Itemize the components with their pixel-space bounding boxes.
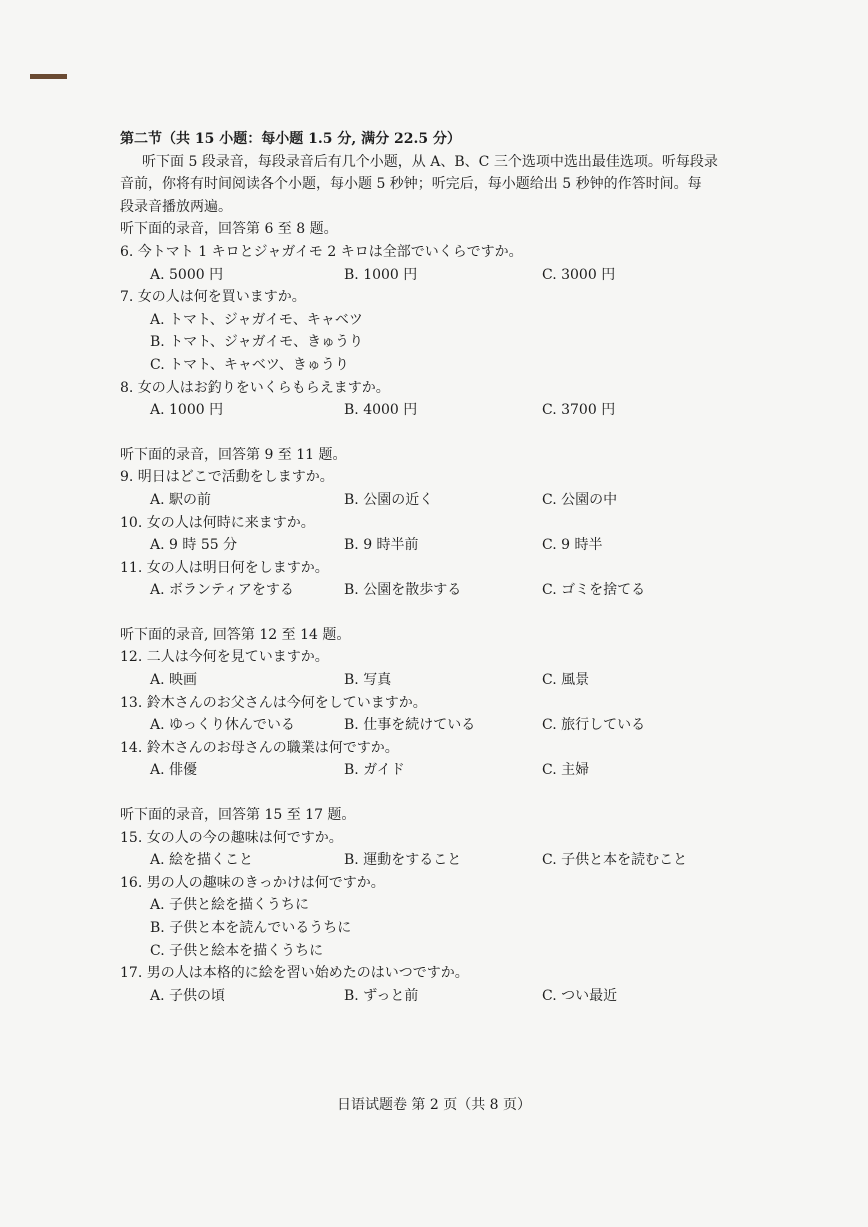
- listening-section: [120, 128, 760, 1007]
- question-6: 6. 今トマト 1 キロとジャガイモ 2 キロは全部でいくらですか。: [120, 243, 523, 260]
- option-b: B. トマト、ジャガイモ、きゅうり: [150, 334, 364, 351]
- scan-corner-mark: [30, 74, 67, 79]
- option-a: A. 9 時 55 分: [150, 537, 238, 554]
- option-b: B. 写真: [344, 672, 392, 689]
- option-c: C. つい最近: [542, 987, 618, 1004]
- instruction-line-2: 音前，你将有时间阅读各个小题，每小题 5 秒钟；听完后，每小题给出 5 秒钟的作答时间。每: [120, 176, 702, 193]
- question-12-options: [120, 669, 760, 692]
- option-a: A. トマト、ジャガイモ、キャベツ: [150, 311, 363, 328]
- option-b: B. 公園を散歩する: [344, 582, 462, 599]
- question-14: 14. 鈴木さんのお母さんの職業は何ですか。: [120, 739, 399, 756]
- option-b: B. ガイド: [344, 762, 405, 779]
- question-8-options: [120, 399, 760, 422]
- option-c: C. 旅行している: [542, 717, 646, 734]
- question-15-options: [120, 849, 760, 872]
- question-9-options: [120, 489, 760, 512]
- option-c: C. 子供と本を読むこと: [542, 852, 688, 869]
- question-10: 10. 女の人は何時に来ますか。: [120, 514, 315, 531]
- option-a: A. 子供の頃: [150, 987, 226, 1004]
- option-b: B. 4000 円: [344, 402, 418, 419]
- option-c: C. 子供と絵本を描くうちに: [150, 942, 324, 959]
- instruction-line-1: 听下面 5 段录音，每段录音后有几个小题，从 A、B、C 三个选项中选出最佳选项。听每段录: [142, 153, 718, 170]
- option-a: A. ゆっくり休んでいる: [150, 717, 295, 734]
- option-a: A. 映画: [150, 672, 198, 689]
- option-a: A. ボランティアをする: [150, 582, 294, 599]
- option-a: A. 5000 円: [150, 266, 224, 283]
- group-heading-9-11: 听下面的录音，回答第 9 至 11 题。: [120, 446, 347, 463]
- option-c: C. 3700 円: [542, 402, 616, 419]
- question-6-options: [120, 264, 760, 287]
- option-b: B. 公園の近く: [344, 491, 434, 508]
- option-c: C. 風景: [542, 672, 590, 689]
- option-c: C. ゴミを捨てる: [542, 582, 646, 599]
- option-c: C. トマト、キャベツ、きゅうり: [150, 356, 349, 373]
- question-10-options: [120, 534, 760, 557]
- question-9: 9. 明日はどこで活動をしますか。: [120, 469, 334, 486]
- option-c: C. 3000 円: [542, 266, 616, 283]
- group-heading-6-8: 听下面的录音，回答第 6 至 8 题。: [120, 221, 338, 238]
- question-15: 15. 女の人の今の趣味は何ですか。: [120, 829, 343, 846]
- group-heading-15-17: 听下面的录音，回答第 15 至 17 题。: [120, 807, 356, 824]
- option-b: B. 仕事を続けている: [344, 717, 476, 734]
- question-11-options: [120, 579, 760, 602]
- question-12: 12. 二人は今何を見ていますか。: [120, 649, 329, 666]
- option-a: A. 子供と絵を描くうちに: [150, 897, 310, 914]
- option-a: A. 1000 円: [150, 402, 224, 419]
- question-17-options: [120, 985, 760, 1008]
- page-footer: 日语试题卷 第 2 页（共 8 页）: [336, 1097, 532, 1113]
- option-b: B. 子供と本を読んでいるうちに: [150, 920, 352, 936]
- option-a: A. 俳優: [150, 762, 198, 779]
- question-13: 13. 鈴木さんのお父さんは今何をしていますか。: [120, 694, 427, 711]
- option-a: A. 絵を描くこと: [150, 852, 254, 869]
- option-b: B. 9 時半前: [344, 537, 419, 554]
- group-heading-12-14: 听下面的录音, 回答第 12 至 14 题。: [120, 626, 351, 643]
- option-b: B. 運動をすること: [344, 852, 462, 869]
- question-13-options: [120, 714, 760, 737]
- option-c: C. 公園の中: [542, 491, 618, 508]
- option-c: C. 主婦: [542, 762, 590, 779]
- question-11: 11. 女の人は明日何をしますか。: [120, 559, 329, 576]
- option-c: C. 9 時半: [542, 537, 603, 554]
- question-14-options: [120, 759, 760, 782]
- question-8: 8. 女の人はお釣りをいくらもらえますか。: [120, 379, 390, 396]
- question-16: 16. 男の人の趣味のきっかけは何ですか。: [120, 874, 385, 891]
- option-a: A. 駅の前: [150, 491, 212, 508]
- question-17: 17. 男の人は本格的に絵を習い始めたのはいつですか。: [120, 965, 469, 982]
- question-7: 7. 女の人は何を買いますか。: [120, 289, 306, 306]
- instruction-line-3: 段录音播放两遍。: [120, 198, 232, 215]
- section-title: 第二节（共 15 小题：每小题 1.5 分, 满分 22.5 分）: [120, 131, 461, 147]
- option-b: B. ずっと前: [344, 987, 419, 1004]
- option-b: B. 1000 円: [344, 266, 418, 283]
